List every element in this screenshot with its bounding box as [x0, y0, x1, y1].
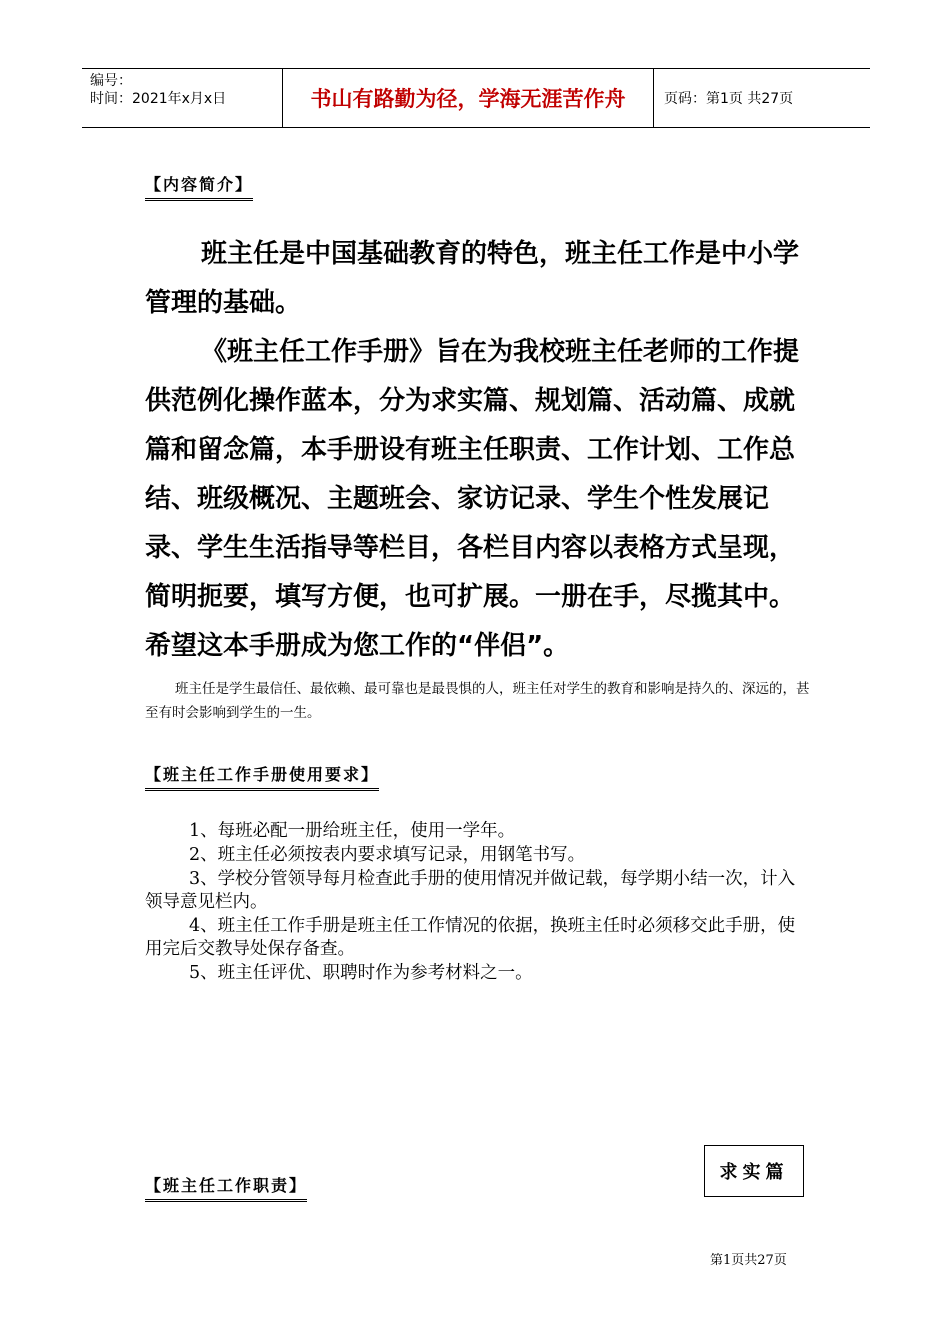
section-stamp-box: 求实篇 — [704, 1145, 804, 1197]
number-label: 编号： — [90, 73, 132, 89]
intro-heading: 【内容简介】 — [145, 172, 253, 201]
page-header — [82, 68, 870, 128]
requirement-item: 3、学校分管领导每月检查此手册的使用情况并做记载，每学期小结一次，计入领导意见栏内。 — [145, 869, 796, 912]
header-page-info: 页码：第1页 共27页 — [664, 91, 794, 107]
intro-small-note — [145, 677, 810, 725]
time-label: 时间：2021年x月x日 — [90, 91, 227, 107]
header-motto: 书山有路勤为径，学海无涯苦作舟 — [282, 69, 654, 127]
requirements-heading: 【班主任工作手册使用要求】 — [145, 762, 379, 791]
requirement-item: 4、班主任工作手册是班主任工作情况的依据，换班主任时必须移交此手册，使用完后交教导处保存备查。 — [145, 916, 796, 959]
intro-body — [145, 230, 810, 671]
page-footer: 第1页共27页 — [710, 1253, 787, 1268]
requirements-list — [145, 820, 810, 986]
intro-small-paragraph: 班主任是学生最信任、最依赖、最可靠也是最畏惧的人，班主任对学生的教育和影响是持久的、深远的，甚至有时会影响到学生的一生。 — [145, 681, 810, 721]
header-meta — [82, 69, 282, 127]
requirement-item: 1、每班必配一册给班主任，使用一学年。 — [189, 821, 516, 841]
intro-paragraph-2: 《班主任工作手册》旨在为我校班主任老师的工作提供范例化操作蓝本，分为求实篇、规划篇、活动篇、成就篇和留念篇，本手册设有班主任职责、工作计划、工作总结、班级概况、主题班会、家访记录、学生个性发展记录、学生生活指导等栏目，各栏目内容以表格方式呈现，简明扼要，填写方便，也可扩展。一册在手，尽揽其中。希望这本手册成为您工作的“伴侣”。 — [145, 337, 800, 661]
intro-paragraph-1: 班主任是中国基础教育的特色，班主任工作是中小学管理的基础。 — [145, 239, 800, 318]
requirement-item: 5、班主任评优、职聘时作为参考材料之一。 — [189, 963, 533, 983]
duties-heading: 【班主任工作职责】 — [145, 1173, 307, 1202]
requirement-item: 2、班主任必须按表内要求填写记录，用钢笔书写。 — [189, 845, 586, 865]
